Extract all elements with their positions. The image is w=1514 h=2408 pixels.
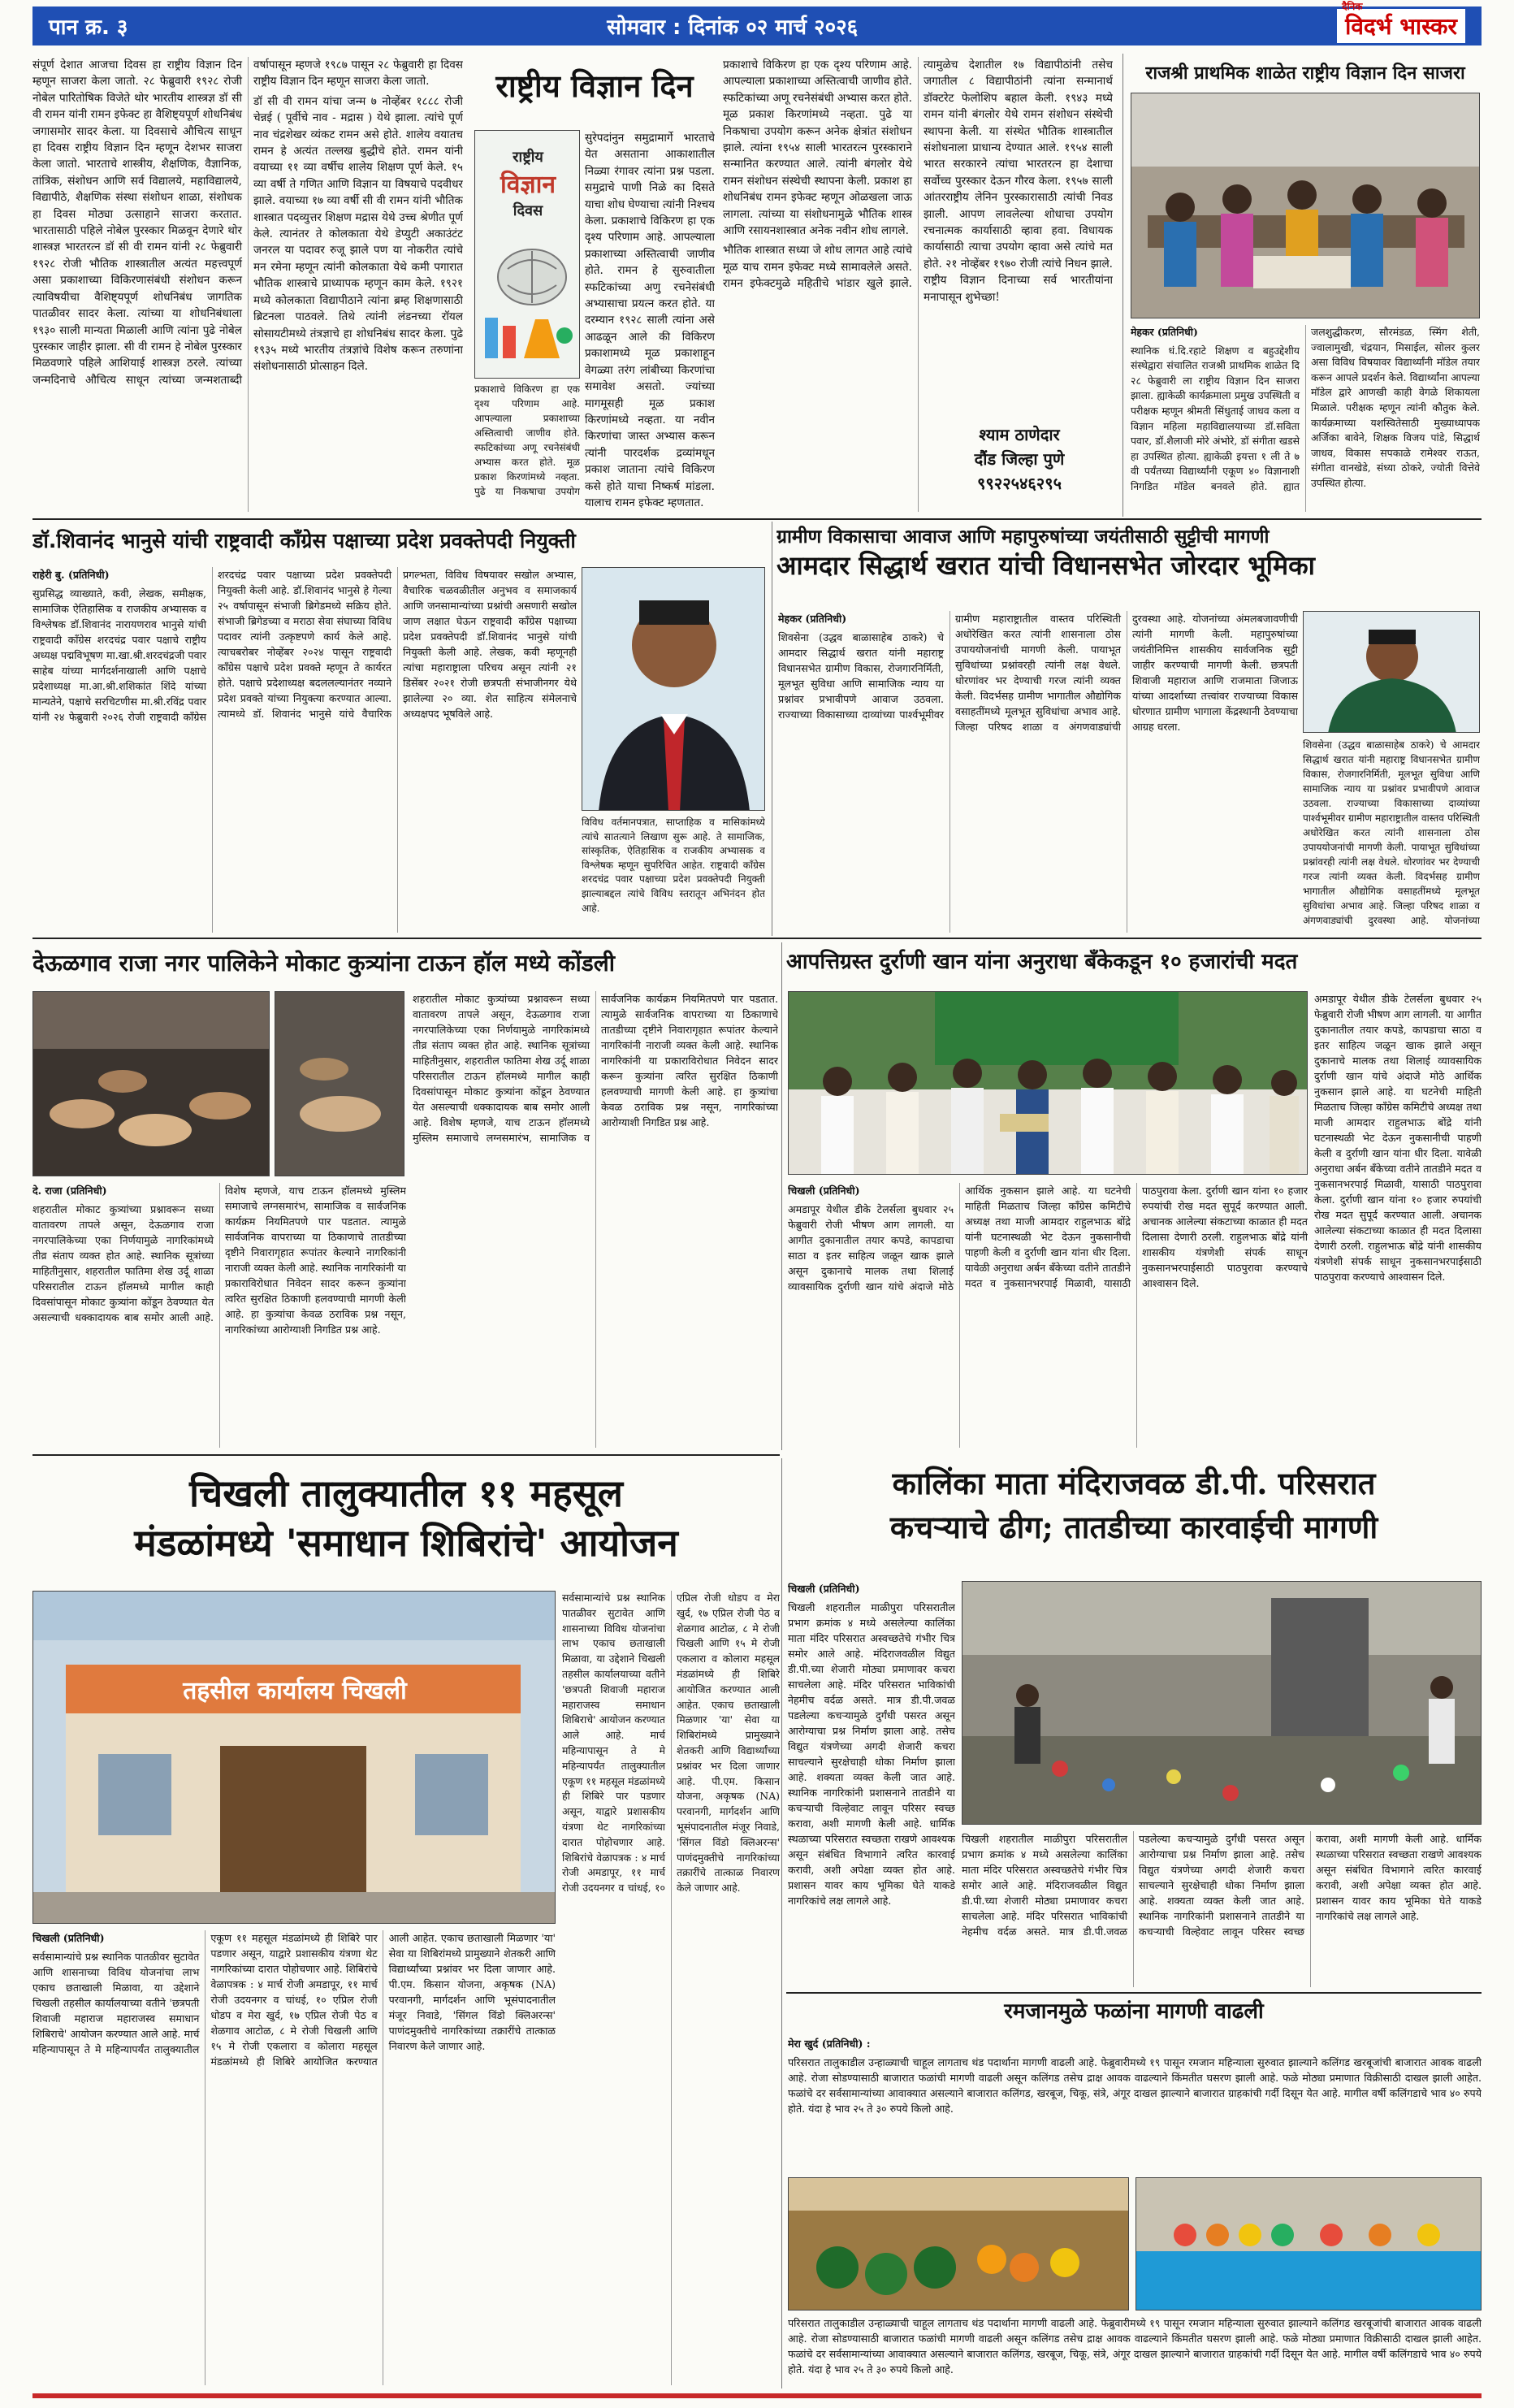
anuradha-headline: आपत्तिग्रस्त दुर्राणी खान यांना अनुराधा बँकेकडून १० हजारांची मदत bbox=[786, 950, 1298, 974]
issue-date: सोमवार : दिनांक ०२ मार्च २०२६ bbox=[607, 15, 859, 40]
kalika-text-2 bbox=[962, 1831, 1482, 1987]
bhanuse-portrait bbox=[582, 567, 765, 811]
samadhan-text-right bbox=[562, 1591, 780, 2385]
science-day-poster bbox=[474, 130, 580, 379]
anuradha-body-2: अमडापूर येथील डीके टेलर्सला बुधवार २५ फेब्रुवारी रोजी भीषण आग लागली. या आगीत दुकानातील तयार कपडे, कापडाचा साठा व इतर साहित्य जळून खाक झाले असून दुकानाचे मालक तथा शिलाई व्यावसायिक दुर्राणी खान यांचे अंदाजे मोठे आर्थिक नुकसान झाले आहे. या घटनेची माहिती मिळताच जिल्हा काँग्रेस कमिटीचे अध्यक्ष तथा माजी आमदार राहुलभाऊ बोंद्रे यांनी घटनास्थळी भेट देऊन नुकसानीची पाहणी केली व दुर्राणी खान यांना धीर दिला. यावेळी अनुराधा अर्बन बँकेच्या वतीने तातडीने मदत व नुकसानभरपाई मिळावी, यासाठी पाठपुरावा केला. दुर्राणी खान यांना १० हजार रुपयांची रोख मदत सुपूर्द करण्यात आली. अचानक आलेल्या संकटाच्या काळात ही मदत दिलासा देणारी ठरली. राहुलभाऊ बोंद्रे यांनी शासकीय यंत्रणेशी संपर्क साधून नुकसानभरपाईसाठी पाठपुरावा करण्याचे आश्वासन दिले. bbox=[1314, 993, 1482, 1283]
anuradha-text-right bbox=[1314, 991, 1482, 1448]
science-day-text-4: प्रकाशाचे विकिरण हा एक दृश्य परिणाम आहे. आपल्याला प्रकाशाच्या अस्तित्वाची जाणीव होते. स्फटिकांच्या अणू रचनेसंबंधी अभ्यास करत होते. मूळ प्रकाश किरणांमध्ये नव्हता. पुढे या निकषाचा उपयोग करून अनेक क्षेत्रांत संशोधन झाले. त्यांना १९५४ साली भारतरत्न पुरस्काराने सन्मानित करण्यात आले. त्यांनी बंगलोर येथे रामन संशोधन संस्थेची स्थापना केली. प्रकाश हा शोधनिबंध रामन इफेक्ट म्हणून ओळखला जाऊ लागला. त्यांच्या या संशोधनामुळे भौतिक शास्त्र आणि रसायनशास्त्रात अनेक नवीन शोध लागले. bbox=[723, 58, 912, 238]
kharat-headline-2: आमदार सिद्धार्थ खरात यांची विधानसभेत जोरदार भूमिका bbox=[776, 550, 1315, 582]
kalika-dateline: चिखली (प्रतिनिधी) bbox=[788, 1583, 860, 1595]
samadhan-headline-1: चिखली तालुक्यातील ११ महसूल bbox=[189, 1471, 623, 1515]
rajashri-photo bbox=[1131, 93, 1480, 318]
bhanuse-headline: डॉ.शिवानंद भानुसे यांची राष्ट्रवादी काँग्रेस पक्षाच्या प्रदेश प्रवक्तेपदी नियुक्ती bbox=[32, 529, 576, 552]
deulgaon-text bbox=[32, 1183, 406, 1448]
cheque-icon bbox=[1000, 1114, 1049, 1132]
bhanuse-caption-text: विविध वर्तमानपत्रात, साप्ताहिक व मासिकांमध्ये त्यांचे सातत्याने लिखाण सुरू आहे. ते सामाजिक, सांस्कृतिक, ऐतिहासिक व राजकीय अभ्यासक व विश्लेषक म्हणून सुपरिचित आहेत. राष्ट्रवादी काँग्रेस शरदचंद्र पवार पक्षाच्या प्रदेश प्रवक्तेपदी नियुक्ती झाल्याबद्दल त्यांचे विविध स्तरातून अभिनंदन होत आहे. bbox=[582, 816, 765, 914]
anuradha-text bbox=[788, 1183, 1308, 1448]
kharat-text bbox=[778, 611, 1298, 933]
tahsil-office-photo bbox=[32, 1591, 556, 1924]
science-day-col-left bbox=[32, 57, 463, 512]
kharat-dateline: मेहकर (प्रतिनिधी) bbox=[778, 613, 847, 625]
science-day-col-mid bbox=[585, 130, 715, 512]
rajashri-body: स्थानिक धं.दि.रहाटे शिक्षण व बहुउद्देशीय संस्थेद्वारा संचालित राजश्री प्राथमिक शाळेत दि २८ फेब्रुवारी ला राष्ट्रीय विज्ञान दिन साजरा झाला. ह्याकेळी कार्यक्रमाला प्रमुख उपस्थिती व परीक्षक म्हणून श्रीमती सिंधुताई जाधव कला व विज्ञान महिला महाविद्यालयाच्या डॉ.सविता पवार, डॉ.शैलाजी मोरे अंभोरे, डॉ संगीता खडसे हा उपस्थित होत्या. ह्याकेळी इयत्ता १ ली ते ७ वी पर्यंतच्या विद्यार्थ्यांनी एकूण ४० विज्ञानाशी निगडित मॉडेल बनवले होते. ह्यात जलशुद्धीकरण, सौरमंडळ, स्मिंग शेती, ज्वालामुखी, चंद्रयान, मिसाईल, सोलर कुलर असा विविध विषयावर विद्यार्थ्यांनी मॉडेल तयार करून आपले प्रदर्शन केले. विद्यार्थ्यांना आपल्या मॉडेल द्वारे आणखी काही वेगळे शिकायला मिळाले. परीक्षक म्हणून त्यांनी कौतुक केले. कार्यक्रमाच्या यशस्वितेसाठी मुख्याध्यापक अर्जिका बावेने, शिक्षक विजय पांडे, सिद्धार्थ जाधव, विकास सपकाळे रामेश्वर राऊत, संगीता वानखेडे, संध्या ठोकरे, ज्योती वित्तेवे उपस्थित होत्या. bbox=[1131, 326, 1480, 492]
brand-name: विदर्भ भास्कर bbox=[1345, 13, 1457, 40]
page-masthead bbox=[32, 1, 1482, 45]
science-day-text-1: संपूर्ण देशात आजचा दिवस हा राष्ट्रीय विज्ञान दिन म्हणून साजरा केला जातो. २८ फेब्रुवारी १९२८ रोजी नोबेल पारितोषिक विजेते थोर भारतीय शास्त्रज्ञ डॉ सी वी रामन यांनी रामन इफेक्ट हा वैशिष्ट्यपूर्ण शोधनिबंध जगासमोर सादर केला. या दिवसाचे औचित्य साधून हा दिवस राष्ट्रीय विज्ञान दिन म्हणून देशभर साजरा केला जातो. भारताचे शास्त्रीय, शैक्षणिक, वैज्ञानिक, तांत्रिक, संशोधन आणि सर्व विद्यालये, महाविद्यालये, विद्यापीठे, शैक्षणिक संस्था संशोधन शाळा, संशोधक हा दिवस मोठ्या उत्साहाने साजरा करतात. भारतासाठी पहिले नोबेल पुरस्कार मिळवून देणारे थोर शास्त्रज्ञ भारतरत्न डॉ सी वी रामन यांनी २८ फेब्रुवारी १९२८ रोजी भौतिक शास्त्रातील अत्यंत महत्त्वपूर्ण असा प्रकाशाच्या विकिरणासंबंधी संशोधन करून त्याविषयीचा वैशिष्ट्यपूर्ण शोधनिबंध जागतिक पातळीवर सादर केला. त्यांच्या या शोधनिबंधाला १९३० साली मान्यता मिळाली आणि त्यांना पुढे नोबेल पुरस्कार जाहीर झाला. सी वी रामन हे नोबेल पुरस्कार मिळवणारे पहिले आशियाई शास्त्रज्ञ ठरले. त्यांच्या जन्मदिनाचे औचित्य साधून त्यांच्या जन्मशताब्दी वर्षापासून म्हणजे १९८७ पासून २८ फेब्रुवारी हा दिवस राष्ट्रीय विज्ञान दिन म्हणून साजरा केला जातो. bbox=[32, 58, 463, 387]
kalika-body: चिखली शहरातील माळीपुरा परिसरातील प्रभाग क्रमांक ४ मध्ये असलेल्या कालिंका माता मंदिर परिसरात अस्वच्छतेचे गंभीर चित्र समोर आले आहे. मंदिराजवळील विद्युत डी.पी.च्या शेजारी मोठ्या प्रमाणावर कचरा साचलेला आहे. मंदिर परिसरात भाविकांची नेहमीच वर्दळ असते. मात्र डी.पी.जवळ पडलेल्या कचऱ्यामुळे दुर्गंधी पसरत असून आरोग्याचा प्रश्न निर्माण झाला आहे. तसेच विद्युत यंत्रणेच्या अगदी शेजारी कचरा साचल्याने सुरक्षेचाही धोका निर्माण झाला आहे. शक्यता व्यक्त केली जात आहे. स्थानिक नागरिकांनी प्रशासनाने तातडीने या कचऱ्याची विल्हेवाट लावून परिसर स्वच्छ करावा, अशी मागणी केली आहे. धार्मिक स्थळाच्या परिसरात स्वच्छता राखणे आवश्यक असून संबंधित विभागाने त्वरित कारवाई करावी, अशी अपेक्षा व्यक्त होत आहे. प्रशासन यावर काय भूमिका घेते याकडे नागरिकांचे लक्ष लागले आहे. bbox=[788, 1601, 955, 1907]
anuradha-headline-box bbox=[786, 942, 1482, 986]
deulgaon-body-2: शहरातील मोकाट कुत्र्यांच्या प्रश्नावरून सध्या वातावरण तापले असून, देऊळगाव राजा नगरपालिकेच्या एका निर्णयामुळे नागरिकांमध्ये तीव्र संताप व्यक्त होत आहे. स्थानिक सूत्रांच्या माहितीनुसार, शहरातील फातिमा शेख उर्दू शाळा परिसरातील टाऊन हॉलमध्ये मागील काही दिवसांपासून मोकाट कुत्र्यांना कोंडून ठेवण्यात येत असल्याची धक्कादायक बाब समोर आली आहे. विशेष म्हणजे, याच टाऊन हॉलमध्ये मुस्लिम समाजाचे लग्नसमारंभ, सामाजिक व सार्वजनिक कार्यक्रम नियमितपणे पार पडतात. त्यामुळे सार्वजनिक वापराच्या या ठिकाणाचे तातडीच्या दृष्टीने निवारागृहात रूपांतर केल्याने नागरिकांनी नाराजी व्यक्त केली आहे. स्थानिक नागरिकांनी या प्रकाराविरोधात निवेदन सादर करून कुत्र्यांना त्वरित सुरक्षित ठिकाणी हलवण्याची मागणी केली आहे. हा कुत्र्यांचा केवळ ठराविक प्रश्न नसून, नागरिकांच्या आरोग्याशी निगडित प्रश्न आहे. bbox=[413, 993, 778, 1144]
deulgaon-photo bbox=[32, 991, 270, 1176]
author-place: दौंड जिल्हा पुणे bbox=[974, 449, 1065, 469]
page-number: पान क्र. ३ bbox=[49, 15, 128, 40]
kharat-portrait bbox=[1303, 611, 1480, 733]
ramzan-text-2 bbox=[788, 2315, 1482, 2389]
rajashri-headline: राजश्री प्राथमिक शाळेत राष्ट्रीय विज्ञान दिन साजरा bbox=[1145, 63, 1465, 84]
bhanuse-body: सुप्रसिद्ध व्याख्याते, कवी, लेखक, समीक्षक, सामाजिक ऐतिहासिक व राजकीय अभ्यासक व विश्लेषक डॉ.शिवानंद नारायणराव भानुसे यांची राष्ट्रवादी काँग्रेस शरदचंद्र पवार पक्षाचे राष्ट्रीय अध्यक्ष पद्मविभूषण मा.खा.श्री.शरदचंद्रजी पवार साहेब यांच्या मार्गदर्शनाखाली आणि पक्षाचे प्रदेशाध्यक्ष मा.आ.श्री.शशिकांत शिंदे यांच्या मान्यतेने, पक्षाचे सरचिटणीस मा.श्री.रविंद्र पवार यांनी २४ फेब्रुवारी २०२६ रोजी राष्ट्रवादी काँग्रेस शरदचंद्र पवार पक्षाच्या प्रदेश प्रवक्तेपदी नियुक्ती केली आहे. डॉ.शिवानंद भानुसे हे गेल्या २५ वर्षापासून संभाजी ब्रिगेडमध्ये सक्रिय होते. संभाजी ब्रिगेडच्या व मराठा सेवा संघाच्या विविध पदावर त्यांनी उत्कृष्टपणे कार्य केले आहे. त्याचबरोबर नोव्हेंबर २०२४ पासून राष्ट्रवादी काँग्रेस पक्षाचे प्रदेश प्रवक्ते म्हणून ते कार्यरत होते. पक्षाचे प्रदेशाध्यक्ष बदललल्यानंतर नव्याने प्रदेश प्रवक्ते यांच्या नियुक्त्या करण्यात आल्या. त्यामध्ये डॉ. शिवानंद भानुसे यांचे वैचारिक प्रगल्भता, विविध विषयावर सखोल अभ्यास, वैचारिक चळवळीतील अनुभव व समाजकार्य आणि जनसामान्यांच्या प्रश्नांची असणारी सखोल जाण लक्षात घेऊन राष्ट्रवादी काँग्रेस पक्षाच्या प्रदेश प्रवक्तेपदी डॉ.शिवानंद भानुसे यांची नियुक्ती केली आहे. लेखक, कवी म्हणूनही त्यांचा महाराष्ट्राला परिचय असून त्यांनी २१ डिसेंबर २०२१ रोजी छत्रपती संभाजीनगर येथे झालेल्या २० व्या. शेत साहित्य संमेलनाचे अध्यक्षपद भूषविले आहे. bbox=[32, 569, 577, 723]
bhanuse-caption bbox=[582, 816, 765, 933]
kalika-body-2: चिखली शहरातील माळीपुरा परिसरातील प्रभाग क्रमांक ४ मध्ये असलेल्या कालिंका माता मंदिर परिसरात अस्वच्छतेचे गंभीर चित्र समोर आले आहे. मंदिराजवळील विद्युत डी.पी.च्या शेजारी मोठ्या प्रमाणावर कचरा साचलेला आहे. मंदिर परिसरात भाविकांची नेहमीच वर्दळ असते. मात्र डी.पी.जवळ पडलेल्या कचऱ्यामुळे दुर्गंधी पसरत असून आरोग्याचा प्रश्न निर्माण झाला आहे. तसेच विद्युत यंत्रणेच्या अगदी शेजारी कचरा साचल्याने सुरक्षेचाही धोका निर्माण झाला आहे. शक्यता व्यक्त केली जात आहे. स्थानिक नागरिकांनी प्रशासनाने तातडीने या कचऱ्याची विल्हेवाट लावून परिसर स्वच्छ करावा, अशी मागणी केली आहे. धार्मिक स्थळाच्या परिसरात स्वच्छता राखणे आवश्यक असून संबंधित विभागाने त्वरित कारवाई करावी, अशी अपेक्षा व्यक्त होत आहे. प्रशासन यावर काय भूमिका घेते याकडे नागरिकांचे लक्ष लागले आहे. bbox=[962, 1833, 1482, 1938]
bhanuse-dateline: राहेरी बु. (प्रतिनिधी) bbox=[32, 569, 110, 581]
science-day-text-5: भौतिक शास्त्रात सध्या जे शोध लागत आहे त्यांचे मूळ याच रामन इफेक्ट मध्ये सामावलेले असते. रामन इफेक्टमुळे महितीचे भांडार खुले झाले. त्यामुळेच देशातील १७ विद्यापीठांनी तसेच जगातील ८ विद्यापीठांनी त्यांना सन्मानार्थ डॉक्टरेट फेलोशिप बहाल केली. १९४३ मध्ये रामन यांनी बंगलोर येथे रामन संशोधन संस्थेची स्थापना केली. या संस्थेत भौतिक शास्त्रातील संशोधनाला प्राधान्य देण्यात आले. १९५४ साली भारत सरकारने त्यांचा भारतरत्न हा देशाचा सर्वोच्च पुरस्कार देऊन गौरव केला. १९५७ साली आंतरराष्ट्रीय लेनिन पुरस्कारासाठी त्यांची निवड झाली. आपण लावलेल्या शोधाचा उपयोग रचनात्मक कार्यासाठी व्हावा हवा. विधायक कार्यासाठी त्याचा उपयोग व्हावा असे त्यांचे मत होते. २१ नोव्हेंबर १९७० रोजी त्यांचे निधन झाले. राष्ट्रीय विज्ञान दिनाच्या सर्व भारतीयांना मनापासून शुभेच्छा! bbox=[723, 58, 1113, 304]
deulgaon-photo-2 bbox=[275, 991, 404, 1176]
poster-line1: राष्ट्रीय bbox=[513, 149, 543, 166]
page-footer-bar bbox=[32, 2393, 1482, 2398]
kalika-headline-1: कालिंका माता मंदिराजवळ डी.पी. परिसरात bbox=[892, 1465, 1376, 1501]
anuradha-photo bbox=[788, 991, 1308, 1175]
rajashri-dateline: मेहकर (प्रतिनिधी) bbox=[1131, 326, 1198, 338]
science-day-text-3b: प्रकाशाचे विकिरण हा एक दृश्य परिणाम आहे. आपल्याला प्रकाशाच्या अस्तित्वाची जाणीव होते. स्फटिकांच्या अणू रचनेसंबंधी अभ्यास करत होते. मूळ प्रकाश किरणांमध्ये नव्हता. पुढे या निकषाचा उपयोग bbox=[474, 383, 580, 497]
watermelon-icon bbox=[816, 2246, 859, 2289]
dog-icon bbox=[50, 1099, 115, 1128]
test-tube-icon bbox=[485, 318, 498, 358]
kharat-headline-box bbox=[776, 522, 1482, 606]
deulgaon-text-2 bbox=[413, 991, 778, 1448]
ramzan-dateline: मेरा खुर्द (प्रतिनिधी) : bbox=[788, 2038, 871, 2050]
deulgaon-dateline: दे. राजा (प्रतिनिधी) bbox=[32, 1185, 107, 1197]
anuradha-body: अमडापूर येथील डीके टेलर्सला बुधवार २५ फेब्रुवारी रोजी भीषण आग लागली. या आगीत दुकानातील तयार कपडे, कापडाचा साठा व इतर साहित्य जळून खाक झाले असून दुकानाचे मालक तथा शिलाई व्यावसायिक दुर्राणी खान यांचे अंदाजे मोठे आर्थिक नुकसान झाले आहे. या घटनेची माहिती मिळताच जिल्हा काँग्रेस कमिटीचे अध्यक्ष तथा माजी आमदार राहुलभाऊ बोंद्रे यांनी घटनास्थळी भेट देऊन नुकसानीची पाहणी केली व दुर्राणी खान यांना धीर दिला. यावेळी अनुराधा अर्बन बँकेच्या वतीने तातडीने मदत व नुकसानभरपाई मिळावी, यासाठी पाठपुरावा केला. दुर्राणी खान यांना १० हजार रुपयांची रोख मदत सुपूर्द करण्यात आली. अचानक आलेल्या संकटाच्या काळात ही मदत दिलासा देणारी ठरली. राहुलभाऊ बोंद्रे यांनी शासकीय यंत्रणेशी संपर्क साधून नुकसानभरपाईसाठी पाठपुरावा करण्याचे आश्वासन दिले. bbox=[788, 1185, 1308, 1293]
rajashri-text bbox=[1131, 325, 1480, 512]
brand-small: दैनिक bbox=[1342, 1, 1363, 12]
anuradha-dateline: चिखली (प्रतिनिधी) bbox=[788, 1185, 860, 1197]
poster-line2: विज्ञान bbox=[500, 171, 556, 199]
science-day-headline-box bbox=[473, 57, 716, 119]
building-sign: तहसील कार्यालय चिखली bbox=[183, 1677, 407, 1705]
kalika-headline-2: कचऱ्याचे ढीग; तातडीच्या कारवाईची मागणी bbox=[889, 1508, 1378, 1545]
kharat-body: शिवसेना (उद्धव बाळासाहेब ठाकरे) चे आमदार सिद्धार्थ खरात यांनी महाराष्ट्र विधानसभेत ग्रामीण विकास, रोजगारनिर्मिती, मूलभूत सुविधा आणि सामाजिक न्याय या प्रश्नांवर प्रभावीपणे आवाज उठवला. राज्याच्या विकासाच्या दाव्यांच्या पार्श्वभूमीवर ग्रामीण महाराष्ट्रातील वास्तव परिस्थिती अधोरेखित करत त्यांनी शासनाला ठोस उपाययोजनांची मागणी केली. पायाभूत सुविधांच्या प्रश्नांवरही त्यांनी लक्ष वेधले. धोरणांवर भर देण्याची गरज त्यांनी व्यक्त केली. विदर्भसह ग्रामीण भागातील औद्योगिक वसाहतींमध्ये मूलभूत सुविधांचा अभाव आहे. जिल्हा परिषद शाळा व अंगणवाड्यांची दुरवस्था आहे. योजनांच्या अंमलबजावणीची त्यांनी मागणी केली. महापुरुषांच्या जयंतीनिमित्त शासकीय सार्वजनिक सुट्टी जाहीर करण्याची मागणी केली. छत्रपती शिवाजी महाराज आणि राजमाता जिजाऊ यांच्या आदर्शाच्या तत्त्वांवर राज्याच्या विकास धोरणात ग्रामीण भागाला केंद्रस्थानी ठेवण्याचा आग्रह धरला. bbox=[778, 613, 1298, 733]
fruit-stall-photo-1 bbox=[788, 2177, 1129, 2311]
bhanuse-headline-box bbox=[32, 522, 772, 562]
science-poster-art bbox=[475, 131, 580, 379]
ramzan-body-2: परिसरात तालुकाडील उन्हाळ्याची चाहूल लागताच थंड पदार्थाना मागणी वाढली आहे. फेब्रुवारीमध्ये १९ पासून रमजान महिन्याला सुरुवात झाल्याने कलिंगड खरबूजांची बाजारात आवक वाढली आहे. रोजा सोडण्यासाठी बाजारात फळांची मागणी वाढली असून कलिंगड तसेच द्राक्ष आवक वाढल्याने किंमतीत घसरण झाली आहे. फळे मोठ्या प्रमाणात विक्रीसाठी दाखल झाली आहेत. फळांचे दर सर्वसामान्यांच्या आवाक्यात असल्याने बाजारात कलिंगड, खरबूज, चिकू, संत्रे, अंगूर दाखल झाल्याने बाजारात ग्राहकांची गर्दी दिसून येत आहे. मागील वर्षी कलिंगडाचे भाव ४० रुपये होते. यंदा हे भाव २५ ते ३० रुपये किलो आहे. bbox=[788, 2317, 1482, 2376]
science-day-headline: राष्ट्रीय विज्ञान दिन bbox=[495, 67, 694, 104]
bhanuse-text bbox=[32, 567, 577, 933]
newspaper-brand bbox=[1337, 1, 1465, 43]
samadhan-dateline: चिखली (प्रतिनिधी) bbox=[32, 1932, 105, 1944]
author-name: श्याम ठाणेदार bbox=[979, 425, 1060, 444]
ramzan-body: परिसरात तालुकाडील उन्हाळ्याची चाहूल लागताच थंड पदार्थाना मागणी वाढली आहे. फेब्रुवारीमध्ये १९ पासून रमजान महिन्याला सुरुवात झाल्याने कलिंगड खरबूजांची बाजारात आवक वाढली आहे. रोजा सोडण्यासाठी बाजारात फळांची मागणी वाढली असून कलिंगड तसेच द्राक्ष आवक वाढल्याने किंमतीत घसरण झाली आहे. फळे मोठ्या प्रमाणात विक्रीसाठी दाखल झाली आहेत. फळांचे दर सर्वसामान्यांच्या आवाक्यात असल्याने बाजारात कलिंगड, खरबूज, चिकू, संत्रे, अंगूर दाखल झाल्याने बाजारात ग्राहकांची गर्दी दिसून येत आहे. मागील वर्षी कलिंगडाचे भाव ४० रुपये होते. यंदा हे भाव २५ ते ३० रुपये किलो आहे. bbox=[788, 2056, 1482, 2115]
samadhan-text bbox=[32, 1930, 556, 2385]
deulgaon-body: शहरातील मोकाट कुत्र्यांच्या प्रश्नावरून सध्या वातावरण तापले असून, देऊळगाव राजा नगरपालिकेच्या एका निर्णयामुळे नागरिकांमध्ये तीव्र संताप व्यक्त होत आहे. स्थानिक सूत्रांच्या माहितीनुसार, शहरातील फातिमा शेख उर्दू शाळा परिसरातील टाऊन हॉलमध्ये मागील काही दिवसांपासून मोकाट कुत्र्यांना कोंडून ठेवण्यात येत असल्याची धक्कादायक बाब समोर आली आहे. विशेष म्हणजे, याच टाऊन हॉलमध्ये मुस्लिम समाजाचे लग्नसमारंभ, सामाजिक व सार्वजनिक कार्यक्रम नियमितपणे पार पडतात. त्यामुळे सार्वजनिक वापराच्या या ठिकाणाचे तातडीच्या दृष्टीने निवारागृहात रूपांतर केल्याने नागरिकांनी नाराजी व्यक्त केली आहे. स्थानिक नागरिकांनी या प्रकाराविरोधात निवेदन सादर करून कुत्र्यांना त्वरित सुरक्षित ठिकाणी हलवण्याची मागणी केली आहे. हा कुत्र्यांचा केवळ ठराविक प्रश्न नसून, नागरिकांच्या आरोग्याशी निगडित प्रश्न आहे. bbox=[32, 1185, 406, 1336]
deulgaon-headline: देऊळगाव राजा नगर पालिकेने मोकाट कुत्र्यांना टाऊन हॉल मध्ये कोंडली bbox=[32, 950, 615, 977]
kalika-headline-box bbox=[786, 1459, 1482, 1573]
deulgaon-headline-box bbox=[32, 942, 780, 986]
samadhan-body: सर्वसामान्यांचे प्रश्न स्थानिक पातळीवर सुटावेत आणि शासनाच्या विविध योजनांचा लाभ एकाच छताखाली मिळावा, या उद्देशाने चिखली तहसील कार्यालयाच्या वतीने 'छत्रपती शिवाजी महाराज महाराजस्व समाधान शिबिराचे' आयोजन करण्यात आले आहे. मार्च महिन्यापासून ते मे महिन्यापर्यंत तालुक्यातील एकूण ११ महसूल मंडळांमध्ये ही शिबिरे पार पडणार असून, याद्वारे प्रशासकीय यंत्रणा थेट नागरिकांच्या दारात पोहोचणार आहे. शिबिरांचे वेळापत्रक : ४ मार्च रोजी अमडापूर, ११ मार्च रोजी उदयनगर व चांधई, १० एप्रिल रोजी धोडप व मेरा खुर्द, १७ एप्रिल रोजी पेठ व शेळगाव आटोळ, ८ मे रोजी चिखली आणि १५ मे रोजी एकलारा व कोलारा महसूल मंडळांमध्ये ही शिबिरे आयोजित करण्यात आली आहेत. एकाच छताखाली मिळणार 'या' सेवा या शिबिरांमध्ये प्रामुख्याने शेतकरी आणि विद्यार्थ्यांच्या प्रश्नांवर भर दिला जाणार आहे. पी.एम. किसान योजना, अकृषक (NA) परवानगी, मार्गदर्शन आणि भूसंपादनातील मंजूर निवाडे, 'सिंगल विंडो क्लिअरन्स' पाणंदमुक्तीचे नागरिकांच्या तक्रारींचे तात्काळ निवारण केले जाणार आहे. bbox=[32, 1932, 556, 2068]
kalika-garbage-photo bbox=[962, 1581, 1482, 1825]
ramzan-headline: रमजानमुळे फळांना मागणी वाढली bbox=[1004, 1999, 1264, 2024]
science-day-text-3: सुरेपदांनुन समुद्रामार्गे भारताचे येत असताना आकाशातील निळ्या रंगावर त्यांना प्रश्न पडला. समुद्राचे पाणी निळे का दिसते याचा शोध घेण्याचा त्यांनी निश्चय केला. प्रकाशाचे विकिरण हा एक दृश्य परिणाम आहे. आपल्याला प्रकाशाच्या अस्तित्वाची जाणीव होते. रामन हे सुरुवातीला स्फटिकांच्या अणु रचनेसंबंधी अभ्यासाचा प्रयत्न करत होते. या दरम्यान १९२८ साली त्यांना असे आढळून आले की विकिरण प्रकाशामध्ये मूळ प्रकाशाहून वेगळ्या तरंग लांबीच्या किरणांचा समावेश असतो. ज्यांच्या मागमूसही मूळ प्रकाश किरणांमध्ये नव्हता. या नवीन किरणांचा जास्त अभ्यास करून त्यांनी पारदर्शक द्रव्यांमधून प्रकाश जाताना त्यांचे विकिरण कसे होते याचा निष्कर्ष मांडला. यालाच रामन इफेक्ट म्हणतात. bbox=[585, 132, 715, 509]
ramzan-headline-box bbox=[786, 1995, 1482, 2031]
science-day-byline bbox=[926, 422, 1113, 504]
samadhan-headline-2: मंडळांमध्ये 'समाधान शिबिरांचे' आयोजन bbox=[134, 1520, 678, 1565]
science-day-text-2: डॉ सी वी रामन यांचा जन्म ७ नोव्हेंबर १८८८ रोजी चेन्नई ( पूर्वीचे नाव - मद्रास ) येथे झाला. त्यांचे पूर्ण नाव चंद्रशेखर व्यंकट रामन असे होते. शालेय वयातच रामन हे अत्यंत तल्लख बुद्धीचे होते. रामन यांनी वयाच्या ११ व्या वर्षीच शालेय शिक्षण पूर्ण केले. १५ व्या वर्षी ते गणित आणि विज्ञान या विषयाचे पदवीधर झाले. वयाच्या १७ व्या वर्षी सी वी रामन यांनी भौतिक शास्त्रात पदव्युत्तर शिक्षण मद्रास येथे उच्च श्रेणीत पूर्ण केले. त्यानंतर ते कोलकाता येथे डेप्युटी अकाउंटंट जनरल या पदावर रुजू झाले पण या नोकरीत त्यांचे मन रमेना म्हणून त्यांनी कोलकाता येथे कमी पगारात भौतिक शास्त्राचे प्राध्यापक म्हणून काम केले. १९२१ मध्ये कोलकाता विद्यापीठाने त्यांना ब्रम्ह शिक्षणासाठी ब्रिटनला पाठवले. तिथे त्यांनी लंडनच्या रॉयल सोसायटीमध्ये तंत्रज्ञाचे हा शोधनिबंध सादर केला. पुढे १९३५ मध्ये भारतीय तंत्रज्ञांचे विशेष करून तरुणांना संशोधनासाठी प्रोत्साहन दिले. bbox=[253, 94, 463, 374]
science-day-col-under-poster bbox=[474, 382, 580, 512]
kharat-text-right bbox=[1303, 738, 1480, 933]
kharat-body-2: शिवसेना (उद्धव बाळासाहेब ठाकरे) चे आमदार सिद्धार्थ खरात यांनी महाराष्ट्र विधानसभेत ग्रामीण विकास, रोजगारनिर्मिती, मूलभूत सुविधा आणि सामाजिक न्याय या प्रश्नांवर प्रभावीपणे आवाज उठवला. राज्याच्या विकासाच्या दाव्यांच्या पार्श्वभूमीवर ग्रामीण महाराष्ट्रातील वास्तव परिस्थिती अधोरेखित करत त्यांनी शासनाला ठोस उपाययोजनांची मागणी केली. पायाभूत सुविधांच्या प्रश्नांवरही त्यांनी लक्ष वेधले. धोरणांवर भर देण्याची गरज त्यांनी व्यक्त केली. विदर्भसह ग्रामीण भागातील औद्योगिक वसाहतींमध्ये मूलभूत सुविधांचा अभाव आहे. जिल्हा परिषद शाळा व अंगणवाड्यांची दुरवस्था आहे. योजनांच्या bbox=[1303, 739, 1480, 926]
kharat-headline-1: ग्रामीण विकासाचा आवाज आणि महापुरुषांच्या जयंतीसाठी सुट्टीची मागणी bbox=[776, 526, 1270, 548]
poster-line3: दिवस bbox=[513, 202, 543, 219]
samadhan-headline-box bbox=[32, 1469, 780, 1583]
samadhan-body-2: सर्वसामान्यांचे प्रश्न स्थानिक पातळीवर सुटावेत आणि शासनाच्या विविध योजनांचा लाभ एकाच छताखाली मिळावा, या उद्देशाने चिखली तहसील कार्यालयाच्या वतीने 'छत्रपती शिवाजी महाराज महाराजस्व समाधान शिबिराचे' आयोजन करण्यात आले आहे. मार्च महिन्यापासून ते मे महिन्यापर्यंत तालुक्यातील एकूण ११ महसूल मंडळांमध्ये ही शिबिरे पार पडणार असून, याद्वारे प्रशासकीय यंत्रणा थेट नागरिकांच्या दारात पोहोचणार आहे. शिबिरांचे वेळापत्रक : ४ मार्च रोजी अमडापूर, ११ मार्च रोजी उदयनगर व चांधई, १० एप्रिल रोजी धोडप व मेरा खुर्द, १७ एप्रिल रोजी पेठ व शेळगाव आटोळ, ८ मे रोजी चिखली आणि १५ मे रोजी एकलारा व कोलारा महसूल मंडळांमध्ये ही शिबिरे आयोजित करण्यात आली आहेत. एकाच छताखाली मिळणार 'या' सेवा या शिबिरांमध्ये प्रामुख्याने शेतकरी आणि विद्यार्थ्यांच्या प्रश्नांवर भर दिला जाणार आहे. पी.एम. किसान योजना, अकृषक (NA) परवानगी, मार्गदर्शन आणि भूसंपादनातील मंजूर निवाडे, 'सिंगल विंडो क्लिअरन्स' पाणंदमुक्तीचे नागरिकांच्या तक्रारींचे तात्काळ निवारण केले जाणार आहे. bbox=[562, 1592, 780, 1895]
fruit-stall-photo-2 bbox=[1136, 2177, 1482, 2311]
transformer-icon bbox=[1271, 1598, 1369, 1736]
ramzan-text bbox=[788, 2036, 1482, 2172]
rajashri-headline-box bbox=[1129, 57, 1482, 89]
kalika-text bbox=[788, 1581, 955, 1987]
author-phone: ९९२२५४६२९५ bbox=[977, 474, 1062, 493]
